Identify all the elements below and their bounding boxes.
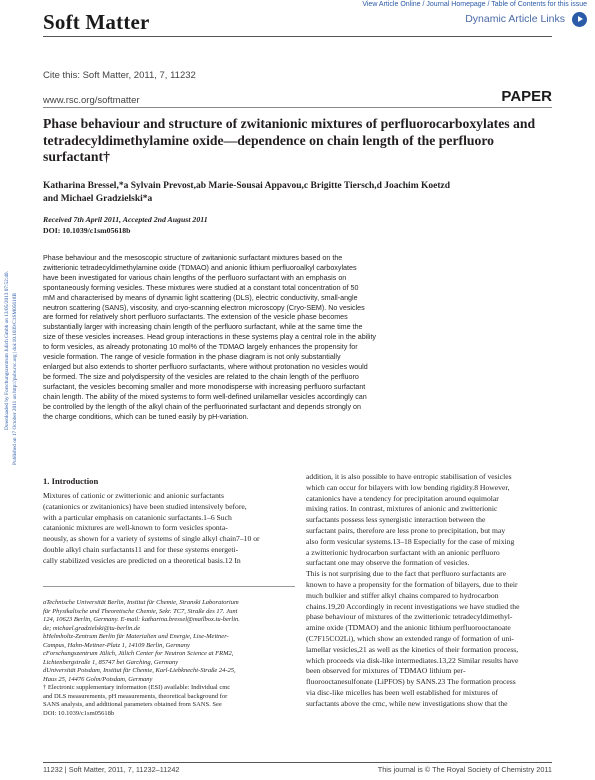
- footnote-line: dUniversität Potsdam, Institut für Chemie, Karl-Liebknecht-Straße 24-25,: [43, 667, 236, 674]
- footnote-line: Haus 25, 14476 Golm/Potsdam, Germany: [43, 675, 153, 683]
- footer-copyright: This journal is © The Royal Society of Chemistry 2011: [377, 765, 552, 774]
- body-line: which proceeds via disk-like intermediates.13,22 Similar results have: [306, 655, 519, 665]
- body-line: addition, it is also possible to have entropic stabilisation of vesicles: [306, 472, 512, 481]
- abstract-line: vesicle formation. The range of vesicle formation in the phase diagram is not only substantially: [43, 353, 341, 362]
- body-line: catanionic mixtures are well-known to form vesicles sponta-: [43, 523, 228, 533]
- body-line: double alkyl chain surfactants11 and for these systems energeti-: [43, 544, 239, 554]
- esi-footnote-line: † Electronic supplementary information (ESI) available: Individual cmc: [43, 684, 231, 691]
- footnote-line: 124, 10623 Berlin, Germany. E-mail: katharina.bressel@mailbox.tu-berlin.: [43, 616, 240, 623]
- citation: Cite this: Soft Matter, 2011, 7, 11232: [43, 70, 196, 81]
- body-line: (C7F15CO2Li), which show an extended range of formation of uni-: [306, 633, 514, 643]
- body-line: also form vesicular systems.13–18 Especially for the case of mixing: [306, 536, 515, 546]
- footnote-line: de; michael.gradzielski@tu-berlin.de: [43, 624, 141, 632]
- body-line: a zwitterionic hydrocarbon surfactant with an anionic perfluoro: [306, 547, 500, 557]
- body-line: neously, as shown for a variety of systems of single alkyl chain7–10 or: [43, 534, 260, 544]
- body-line: mixing ratios. In contrast, mixtures of anionic and zwitterionic: [306, 504, 498, 514]
- received-info: [43, 215, 343, 236]
- abstract-line: substantially larger with increasing chain length of the perfluoro surfactant, while at the same time the: [43, 323, 363, 332]
- body-line: known to have a propensity for the formation of bilayers, due to their: [306, 579, 518, 589]
- body-line: catanionics have a tendency for precipitation around equimolar: [306, 493, 499, 503]
- body-line: chains.19,20 Accordingly in recent investigations we have studied the: [306, 601, 520, 611]
- abstract-line: neutron scattering (SANS), viscosity, and cryo-scanning electron microscopy (Cryo-SEM). No vesicles: [43, 303, 365, 312]
- doi[interactable]: DOI: 10.1039/c1sm05618b: [43, 225, 131, 235]
- abstract-line: mM and characterised by means of dynamic light scattering (DLS), electric conductivity, small-angle: [43, 293, 358, 302]
- journal-url[interactable]: www.rsc.org/softmatter: [43, 95, 140, 106]
- view-article-online-link[interactable]: View Article Online: [362, 1, 421, 8]
- abstract-line: spontaneously forming vesicles. These mixtures were studied at a constant total concentration of 50: [43, 283, 359, 292]
- footnote-line: für Physikalische und Theoretische Chemie, Sekr. TC7, Straße des 17. Juni: [43, 607, 238, 615]
- footnote-line: Campus, Hahn-Meitner-Platz 1, 14109 Berlin, Germany: [43, 641, 190, 649]
- footnote-line: Lichtenbergstraße 1, 85747 bei Garching, Germany: [43, 658, 179, 666]
- abstract-line: be controlled by the length of the alkyl chain of the perfluorinated surfactant and depends strongly on: [43, 402, 361, 411]
- intro-left-column: [43, 491, 295, 567]
- header-rule: [43, 36, 552, 37]
- body-line: via disc-like micelles has been well established for mixtures of: [306, 687, 499, 697]
- authors: [43, 180, 553, 206]
- body-line: surfactant one may observe the formation of vesicles.: [306, 558, 470, 568]
- link-separator: /: [420, 1, 427, 8]
- body-line: amine oxide (TDMAO) and the anionic lithium perfluorooctanoate: [306, 623, 511, 633]
- sidebar-download-line[interactable]: Downloaded by Forschungszentrum Julich Gmbh on 13/05/2013 07:52:40.: [4, 271, 10, 430]
- footnote-rule: [43, 586, 295, 587]
- footnote-line: aTechnische Universität Berlin, Institut für Chemie, Stranski Laboratorium: [43, 599, 239, 606]
- top-links: [362, 1, 587, 8]
- table-of-contents-link[interactable]: Table of Contents for this issue: [491, 1, 587, 8]
- abstract-line: the charge conditions, which can be tuned easily by pH-variation.: [43, 412, 249, 421]
- body-line: surfactants possess less synergistic interaction between the: [306, 515, 486, 525]
- body-line: (catanionics or zwitanionics) have been studied intensively before,: [43, 501, 247, 511]
- article-type: PAPER: [501, 88, 552, 105]
- footnote-line: cForschungszentrum Jülich, Jülich Center for Neutron Science at FRM2,: [43, 650, 234, 657]
- body-line: which can occur for bilayers with low bending rigidity.8 However,: [306, 482, 510, 492]
- esi-footnote-line: SANS analysis, and additional parameters obtained from SANS. See: [43, 701, 222, 708]
- abstract-line: are formed for relatively short perfluoro surfactants. The extension of the vesicle phase becomes: [43, 313, 348, 322]
- footnote-line: bHelmholtz-Zentrum Berlin für Materialien und Energie, Lise-Meitner-: [43, 633, 229, 640]
- abstract-line: Phase behaviour and the mesoscopic structure of zwitanionic surfactant mixtures based on the: [43, 254, 343, 262]
- body-line: with a particular emphasis on catanionic surfactants.1–6 Such: [43, 512, 232, 522]
- article-title: Phase behaviour and structure of zwitanionic mixtures of perfluorocarboxylates and tetradecyldimethylamine oxide—dependence on chain length of the perfluoro surfactant†: [43, 116, 536, 164]
- footer-page-info: 11232 | Soft Matter, 2011, 7, 11232–11242: [43, 765, 180, 774]
- section-heading: 1. Introduction: [43, 476, 99, 486]
- abstract-line: chain length. The ability of the mixed systems to form well-defined unilamellar vesicles accordingly can: [43, 392, 367, 401]
- received-dates: Received 7th April 2011, Accepted 2nd August 2011: [43, 215, 208, 224]
- authors-line: and Michael Gradzielski*a: [43, 194, 153, 204]
- abstract-line: surfactant, the vesicles becoming smaller and more monodisperse with increasing perfluoro surfactant: [43, 382, 366, 391]
- body-line: surfactant pairs, therefore are less prone to precipitation, but may: [306, 525, 506, 535]
- body-line: fluorooctanesulfonate (LiPFOS) by SANS.23 The formation process: [306, 677, 516, 687]
- sidebar-published-line[interactable]: Published on 17 October 2011 on http://pubs.rsc.org | doi:10.1039/C1SM05618B: [12, 293, 18, 465]
- abstract-line: size of these vesicles increases. Head group interactions in these systems play a central role in the ability: [43, 333, 376, 342]
- esi-footnote-line: and DLS measurements, pH measurements, theoretical background for: [43, 692, 228, 700]
- footer-rule: [43, 762, 552, 763]
- abstract: [43, 254, 553, 422]
- authors-line: Katharina Bressel,*a Sylvain Prevost,ab Marie-Sousai Appavou,c Brigitte Tiersch,d Joachim Koetzd: [43, 181, 451, 191]
- download-sidebar: [2, 130, 24, 470]
- abstract-line: have been investigated for various chain lengths of the perfluoro surfactant with an emphasis on: [43, 273, 347, 282]
- esi-footnote-line: DOI: 10.1039/c1sm05618b: [43, 709, 115, 717]
- body-line: been observed for mixtures of TDMAO lithium per-: [306, 666, 466, 676]
- paper-rule: [43, 107, 552, 108]
- footnotes: [43, 599, 295, 718]
- body-line: phase behaviour of mixtures of the zwitterionic tetradecyldimethyl-: [306, 612, 513, 622]
- abstract-line: be formed. The size and polydispersity of the vesicles are related to the chain length of the perfluoro: [43, 372, 359, 381]
- link-separator: /: [485, 1, 492, 8]
- journal-homepage-link[interactable]: Journal Homepage: [426, 1, 486, 8]
- journal-name: Soft Matter: [43, 10, 150, 34]
- abstract-line: to form vesicles, as already protonating 10 mol% of the TDMAO largely enhances the propensity for: [43, 343, 358, 352]
- body-line: This is not surprising due to the fact that perfluoro surfactants are: [306, 569, 507, 579]
- dynamic-article-links[interactable]: Dynamic Article Links: [465, 13, 565, 25]
- play-arrow-icon[interactable]: [572, 12, 587, 27]
- body-line: cally stabilized vesicles are predicted on a theoretical basis.12 In: [43, 555, 241, 565]
- body-line: lamellar vesicles,21 as well as the kinetics of their formation process,: [306, 644, 519, 654]
- body-line: much bulkier and stiffer alkyl chains compared to hydrocarbon: [306, 590, 499, 600]
- abstract-line: enlarged but also extends to shorter perfluoro surfactants, where without protonation no vesicles would: [43, 362, 368, 371]
- body-line: Mixtures of cationic or zwitterionic and anionic surfactants: [43, 491, 224, 500]
- intro-right-column: [306, 472, 554, 710]
- body-line: surfactants above the cmc, while new investigations show that the: [306, 698, 508, 708]
- abstract-line: zwitterionic tetradecyldimethylamine oxide (TDMAO) and anionic lithium perfluoroalkyl carboxylates: [43, 263, 357, 272]
